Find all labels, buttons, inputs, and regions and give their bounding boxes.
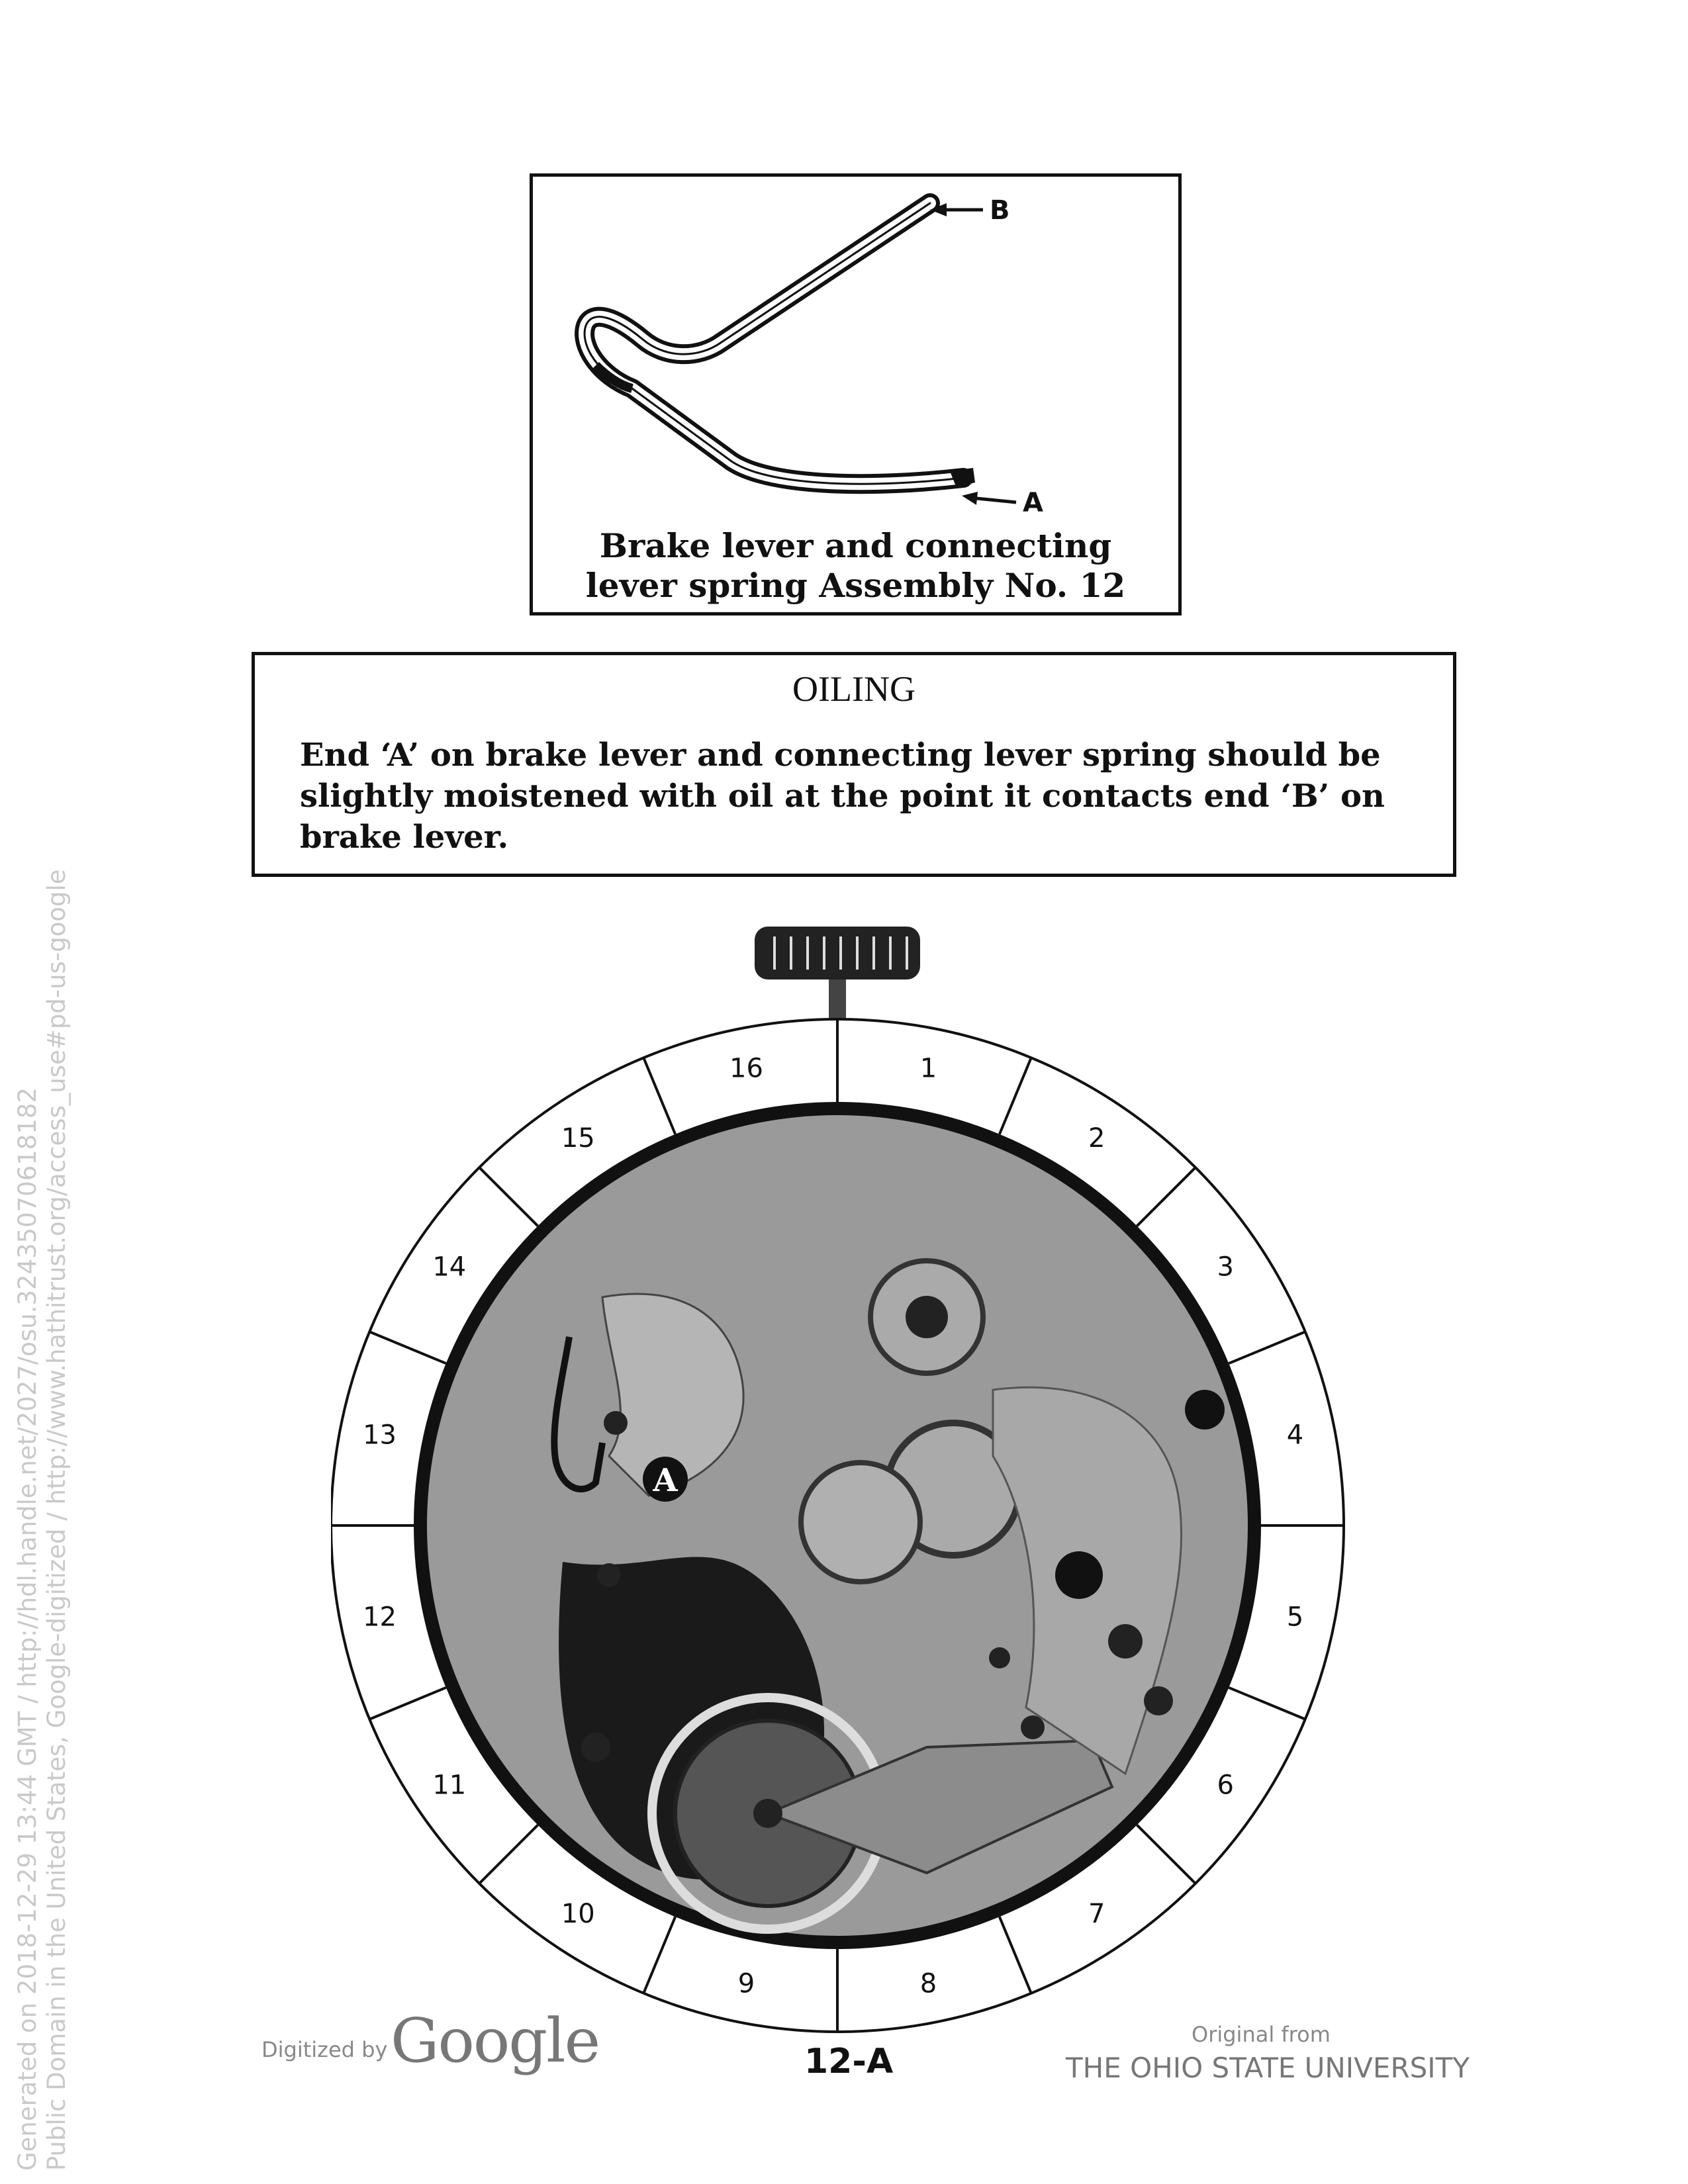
google-logo: Google	[391, 2005, 600, 2076]
dial-number: 16	[729, 1053, 763, 1084]
dial-number: 13	[363, 1420, 397, 1451]
dial-number: 5	[1286, 1602, 1304, 1633]
watermark-line2: Public Domain in the United States, Google-digitized / http://www.hathitrust.org/access_use#pd-us-google	[42, 869, 71, 2171]
page-number: 12-A	[804, 2042, 894, 2081]
dial-number: 7	[1088, 1899, 1105, 1930]
dial-number: 14	[432, 1251, 467, 1283]
watch-movement-figure	[331, 913, 1377, 2038]
digitized-by-label: Digitized by	[261, 2037, 388, 2062]
dial-number: 6	[1217, 1770, 1234, 1801]
dial-number: 8	[919, 1968, 937, 1999]
dial-number: 1	[919, 1053, 937, 1084]
marker-a-label: A	[653, 1462, 678, 1499]
figure-caption-line2: lever spring Assembly No. 12	[585, 566, 1126, 605]
watermark-line1: Generated on 2018-12-29 13:44 GMT / http://hdl.handle.net/2027/osu.32435070618182	[13, 1087, 42, 2171]
dial-number: 2	[1088, 1122, 1105, 1154]
label-b: B	[990, 195, 1010, 226]
crown-icon	[755, 927, 920, 979]
label-a: A	[1023, 488, 1043, 518]
oiling-box	[252, 652, 1456, 877]
watch-dial-illustration	[331, 913, 1377, 2038]
dial-number: 10	[561, 1899, 595, 1930]
dial-number: 12	[363, 1602, 397, 1633]
oiling-instructions: End ‘A’ on brake lever and connecting lever spring should be slightly moistened with oil at the point it contacts end ‘B’ on brake lever.	[300, 737, 1385, 856]
figure-caption-line1: Brake lever and connecting	[599, 526, 1112, 565]
gear-wheel-2	[801, 1463, 920, 1582]
dial-number: 4	[1286, 1420, 1304, 1451]
brake-lever-spring-illustration	[533, 177, 1178, 521]
figure-box	[530, 173, 1182, 615]
hathitrust-watermark	[13, 781, 71, 2171]
dial-number: 3	[1217, 1251, 1234, 1283]
dial-number: 15	[561, 1122, 595, 1154]
dial-number: 11	[432, 1770, 467, 1801]
source-institution: THE OHIO STATE UNIVERSITY	[1066, 2052, 1470, 2084]
original-from-label: Original from	[1192, 2022, 1331, 2047]
dial-number: 9	[737, 1968, 755, 1999]
oiling-title: OILING	[792, 669, 915, 709]
